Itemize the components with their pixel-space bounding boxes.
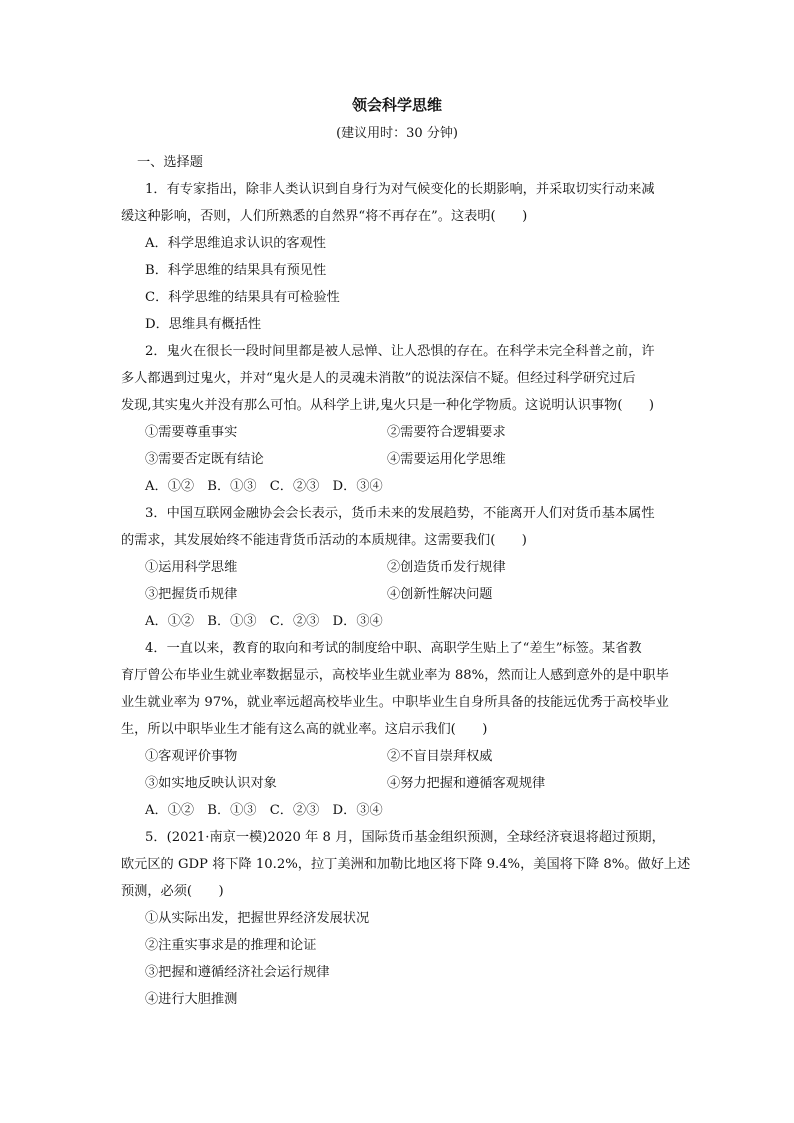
question-4-line-4: 生，所以中职毕业生才能有这么高的就业率。这启示我们( ) xyxy=(121,722,488,737)
question-4-line-2: 育厅曾公布毕业生就业率数据显示，高校毕业生就业率为 88%，然而让人感到意外的是中职毕 xyxy=(121,668,669,683)
question-3-item-1: ①运用科学思维 xyxy=(145,560,238,575)
question-2-item-4: ④需要运用化学思维 xyxy=(387,452,506,467)
question-5-line-2: 欧元区的 GDP 将下降 10.2%，拉丁美洲和加勒比地区将下降 9.4%，美国将下降 8%。做好上述 xyxy=(121,857,691,872)
question-4-line-3: 业生就业率为 97%，就业率远超高校毕业生。中职毕业生自身所具备的技能远优秀于高校毕业 xyxy=(121,695,669,710)
question-4-item-2: ②不盲目崇拜权威 xyxy=(387,749,493,764)
question-3-answers: A．①② B．①③ C．②③ D．③④ xyxy=(145,614,383,629)
question-1-option-b: B．科学思维的结果具有预见性 xyxy=(145,263,327,278)
section-heading: 一、选择题 xyxy=(137,155,203,170)
question-1-option-c: C．科学思维的结果具有可检验性 xyxy=(145,290,340,305)
question-2-items-row-2 xyxy=(145,446,645,473)
question-list xyxy=(121,149,691,1013)
question-4-item-4: ④努力把握和遵循客观规律 xyxy=(387,776,546,791)
question-1-line-2: 缓这种影响，否则，人们所熟悉的自然界“将不再存在”。这表明( ) xyxy=(121,209,528,224)
question-2-item-2: ②需要符合逻辑要求 xyxy=(387,425,506,440)
question-5-line-1: 5．(2021·南京一模)2020 年 8 月，国际货币基金组织预测，全球经济衰退将超过预期， xyxy=(145,830,665,845)
question-5-item-4: ④进行大胆推测 xyxy=(145,992,238,1007)
question-2-line-1: 2．鬼火在很长一段时间里都是被人忌惮、让人恐惧的存在。在科学未完全科普之前，许 xyxy=(145,344,655,359)
page-title: 领会科学思维 xyxy=(351,96,442,114)
question-2-items-row-1 xyxy=(145,419,645,446)
question-5-item-1: ①从实际出发，把握世界经济发展状况 xyxy=(145,911,370,926)
question-1-option-a: A．科学思维追求认识的客观性 xyxy=(145,236,326,251)
question-3-line-2: 的需求，其发展始终不能违背货币活动的本质规律。这需要我们( ) xyxy=(121,533,527,548)
question-3-items-row-2 xyxy=(145,581,645,608)
question-2-item-1: ①需要尊重事实 xyxy=(145,425,238,440)
question-4-item-3: ③如实地反映认识对象 xyxy=(145,776,277,791)
question-3-item-2: ②创造货币发行规律 xyxy=(387,560,506,575)
question-4-items-row-2 xyxy=(145,770,645,797)
question-3-item-3: ③把握货币规律 xyxy=(145,587,238,602)
question-3-items-row-1 xyxy=(145,554,645,581)
question-5-item-3: ③把握和遵循经济社会运行规律 xyxy=(145,965,330,980)
question-4-item-1: ①客观评价事物 xyxy=(145,749,238,764)
question-3-line-1: 3．中国互联网金融协会会长表示，货币未来的发展趋势，不能离开人们对货币基本属性 xyxy=(145,506,655,521)
question-2-line-2: 多人都遇到过鬼火，并对“鬼火是人的灵魂未消散”的说法深信不疑。但经过科学研究过后 xyxy=(121,371,636,386)
question-2-line-3: 发现,其实鬼火并没有那么可怕。从科学上讲,鬼火只是一种化学物质。这说明认识事物( ) xyxy=(121,398,654,413)
question-5-item-2: ②注重实事求是的推理和论证 xyxy=(145,938,317,953)
question-5-line-3: 预测，必须( ) xyxy=(121,884,224,899)
question-2-answers: A．①② B．①③ C．②③ D．③④ xyxy=(145,479,383,494)
page-subtitle: (建议用时：30 分钟) xyxy=(336,126,458,141)
question-3-item-4: ④创新性解决问题 xyxy=(387,587,493,602)
question-1-option-d: D．思维具有概括性 xyxy=(145,317,262,332)
question-4-items-row-1 xyxy=(145,743,645,770)
question-4-answers: A．①② B．①③ C．②③ D．③④ xyxy=(145,803,383,818)
question-4-line-1: 4．一直以来，教育的取向和考试的制度给中职、高职学生贴上了“差生”标签。某省教 xyxy=(145,641,642,656)
question-1-line-1: 1．有专家指出，除非人类认识到自身行为对气候变化的长期影响，并采取切实行动来减 xyxy=(145,182,655,197)
question-2-item-3: ③需要否定既有结论 xyxy=(145,452,264,467)
